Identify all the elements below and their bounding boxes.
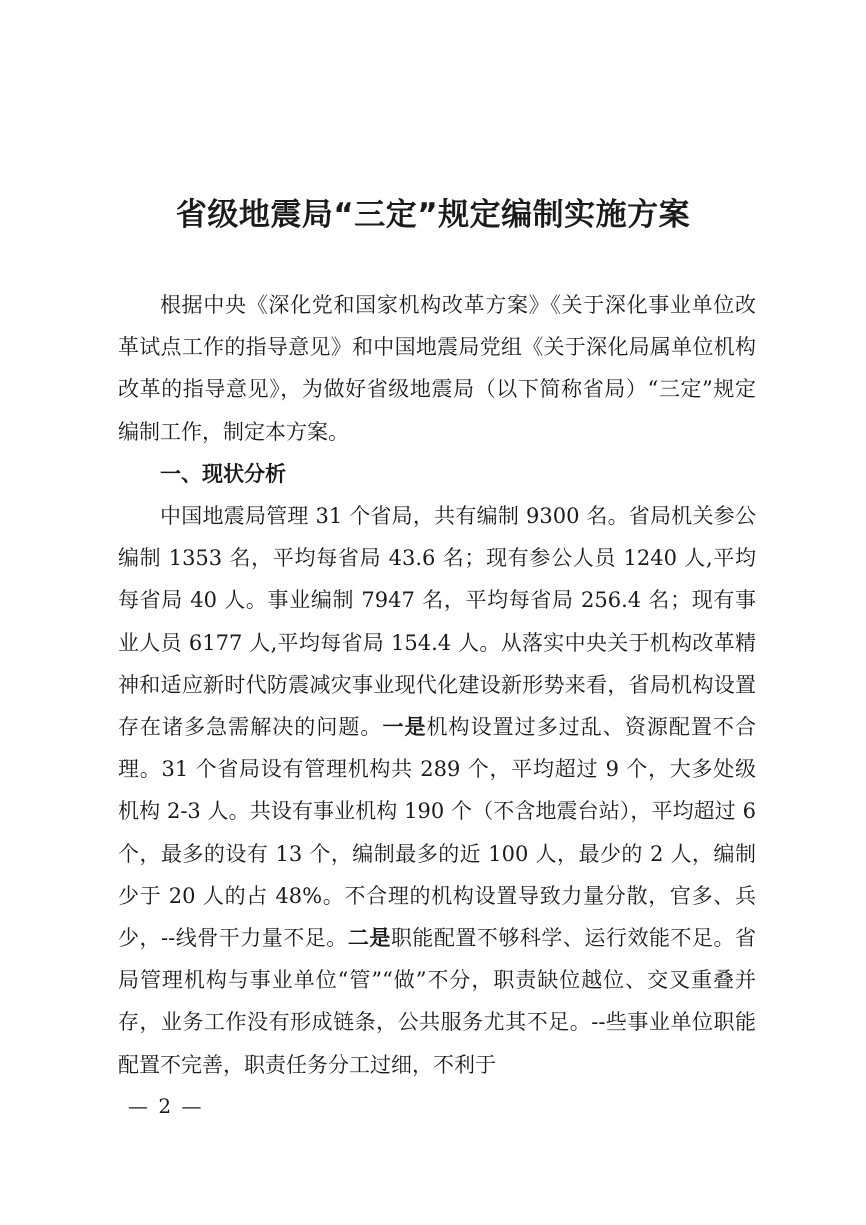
paragraph-text-part-2: 机构设置过多过乱、资源配置不合理。31 个省局设有管理机构共 289 个，平均超过 9 个，大多处级机构 2-3 人。共设有事业机构 190 个（不含地震台站），平均超过 6 个，最多的设有 13 个，编制最多的近 100 人，最少的 2 人，编制少于 20 人的占 48%。不合理的机构设置导致力量分散，官多、兵少，--线骨干力量不足。: [118, 715, 757, 951]
document-body: [118, 284, 756, 1086]
intro-paragraph: 根据中央《深化党和国家机构改革方案》《关于深化事业单位改革试点工作的指导意见》和中国地震局党组《关于深化局属单位机构改革的指导意见》，为做好省级地震局（以下简称省局）“三定”规定编制工作，制定本方案。: [118, 293, 756, 444]
document-title: 省级地震局“三定”规定编制实施方案: [175, 197, 691, 233]
emphasis-second-point: 二是: [347, 926, 391, 951]
paragraph-text-part-1: 中国地震局管理 31 个省局，共有编制 9300 名。省局机关参公编制 1353 名，平均每省局 43.6 名；现有参公人员 1240 人,平均每省局 40 人。事业编制 7947 名，平均每省局 256.4 名；现有事业人员 6177 人,平均每省局 154.4 人。从落实中央关于机构改革精神和适应新时代防震减灾事业现代化建设新形势来看，省局机构设置存在诸多急需解决的问题。: [118, 504, 756, 740]
emphasis-first-point: 一是: [382, 715, 427, 740]
page-number: — 2 —: [128, 1094, 204, 1118]
paragraph-text-part-3: 职能配置不够科学、运行效能不足。省局管理机构与事业单位“管”“做”不分，职责缺位越位、交叉重叠并存，业务工作没有形成链条，公共服务尤其不足。--些事业单位职能配置不完善，职责任务分工过细，不利于: [118, 926, 757, 1077]
status-analysis-paragraph: [118, 495, 756, 1086]
section-heading-status-analysis: 一、现状分析: [160, 461, 286, 486]
